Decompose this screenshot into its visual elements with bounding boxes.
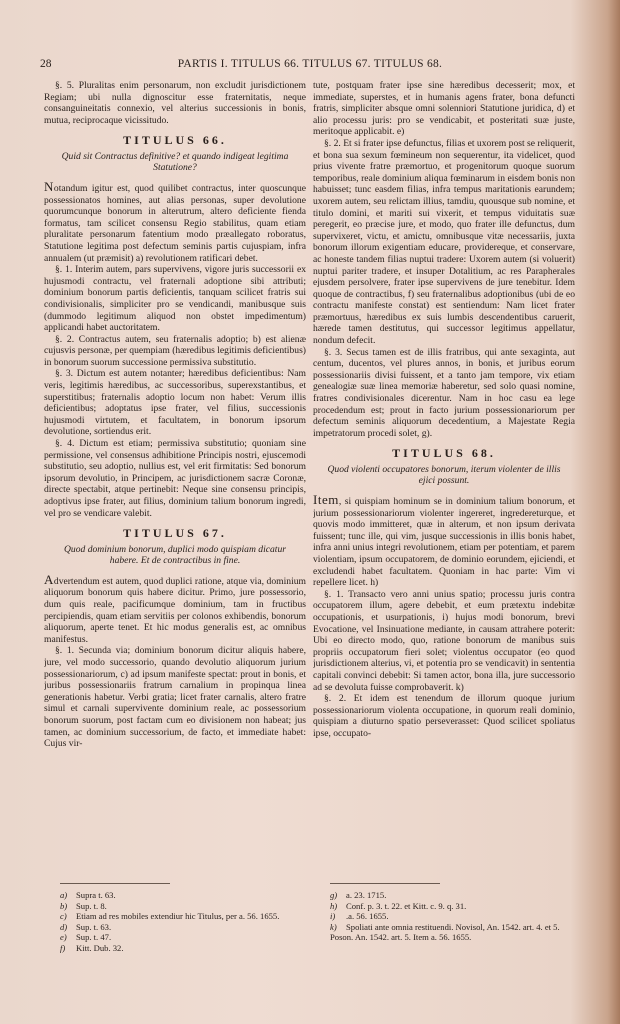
title-67-continuation: tute, postquam frater ipse sine hæredibus decesserit; mox, et immediate, superstes, et in humanis agens frater, bona defuncti fratris, simpliciter absque omni solenniori Statutione juridica, d) et alio processu juris: pro se vendicabit, et posteritati suæ juste, meritoque applicabit. e): [313, 80, 575, 138]
footnote-text: Sup. t. 63.: [76, 921, 112, 932]
running-title: PARTIS I. TITULUS 66. TITULUS 67. TITULUS 68.: [177, 58, 443, 70]
footnote-text: Sup. t. 47.: [76, 932, 112, 943]
footnote-label: b): [60, 900, 68, 911]
footnote: [60, 911, 312, 922]
footnote-text: Kitt. Dub. 32.: [76, 942, 124, 953]
footnote-label: g): [330, 890, 338, 900]
footnote-text: Spoliati ante omnia restituendi. Novisol, An. 1542. art. 4. et 5. Poson. An. 1542. art. 5. Item a. 56. 1655.: [330, 921, 560, 943]
footnote: [330, 901, 582, 912]
footnote: [330, 911, 582, 922]
footnote-text: Conf. p. 3. t. 22. et Kitt. c. 9. q. 31.: [346, 900, 467, 911]
footnote-label: h): [330, 900, 338, 911]
title-68-heading: TITULUS 68.: [392, 446, 496, 461]
footnote-text: a. 23. 1715.: [346, 890, 387, 900]
footnote: [60, 890, 312, 901]
initial-word: Item: [313, 492, 339, 507]
title-67-paragraph-1: [44, 571, 306, 646]
footnote-rule-left: [60, 883, 170, 884]
title-68-paragraph-1: [313, 494, 575, 589]
title-67-paragraph-2: §. 1. Secunda via; dominium bonorum dicitur aliquis habere, jure, vel modo successorio, quando devolutio aliquorum jurium possessionariorum, c) ad ipsum manifeste spectat: prout in bonis, et juribus possessionariis fratrum carnalium in propinqua linea generationis habetur. Verbi gratia; licet frater carnalis, altero fratre simul et carnali supervivente dominium reale, ac possessorium bonorum suorum, post factam cum eo divisionem non habeat; jus tamen, ac dominium successorium, de facto, et immediate habet: Cujus vir-: [44, 645, 306, 750]
paragraph-text: dvertendum est autem, quod duplici ratione, atque via, dominium aliquorum bonorum quis habere dicitur. Primo, jure possessorio, dum quis reale, pacificumque dominium, tam in fructibus percipiendis, quam etiam servitiis per colonos exhibendis, bonorum aliquorum, aperte tenet. Et hic modus generalis est, ac omnibus manifestus.: [44, 575, 306, 645]
title-66-heading: TITULUS 66.: [123, 133, 227, 148]
right-column: [313, 80, 575, 880]
paragraph-text: , si quispiam hominum se in dominium talium bonorum, et jurium possessionariorum violenter ingereret, ingredereturque, et quovis modo immitteret, quæ in alterum, et non ipsum derivata fuissent; tunc ille, qui vim, jusque successionis in illis bonis habet, infra anni unius integri revolutionem, etiam per potentiam, et parem violentiam, ipsum occupatorem, de dominio eorundem, ejiciendi, et excludendi habet facultatem. Quoniam in hac parte: Vim vi repellere licet. h): [313, 496, 575, 589]
left-column: [44, 80, 306, 880]
title-67-subtitle: Quod dominium bonorum, duplici modo quispiam dicatur habere. Et de contractibus in fine.: [64, 543, 286, 566]
footnote-text: Etiam ad res mobiles extendiur hic Titulus, per a. 56. 1655.: [76, 911, 280, 922]
initial-letter: N: [44, 178, 54, 194]
footnotes-right: [330, 890, 582, 943]
title-66-paragraph-5: §. 4. Dictum est etiam; permissiva substitutio; quoniam sine permissione, vel consensus adhibitione Principis nostri, ejuscemodi substitutio, seu adoptio, nullius est, vel erit firmitatis: Sed bonorum ipsorum devolutio, in Principem, ac jurisdictionem sacræ Coronæ, directe spectabit, atque pertinebit: Neque sine consensu principis, adoptivus ipse frater, aut filius, dominium talium bonorum ingredi, vel pro se vendicare valebit.: [44, 438, 306, 519]
footnote-label: e): [60, 932, 67, 943]
footnote-label: c): [60, 911, 67, 922]
footnote-text: .a. 56. 1655.: [346, 911, 389, 922]
footnote-text: Sup. t. 8.: [76, 900, 107, 911]
title-66-subtitle: Quid sit Contractus definitive? et quando indigeat legitima Statutione?: [61, 150, 289, 173]
title-66-paragraph-2: §. 1. Interim autem, pars supervivens, vigore juris successorii ex hujusmodi contractu, vel fraternali adoptione sibi attributi; dominium bonorum partis deficientis, tanquam scilicet fratris sui condivisionalis, simpliciter pro se vendicandi, manibusque suis (dummodo legitimum aliquod non obstet impedimentum) applicandi habet auctoritatem.: [44, 264, 306, 334]
footnote: [60, 932, 312, 943]
initial-letter: A: [44, 571, 54, 587]
footnote-label: i): [330, 911, 336, 922]
running-header: [40, 58, 580, 74]
title-66-paragraph-1: [44, 178, 306, 264]
footnote-label: d): [60, 921, 68, 932]
paragraph-intro: §. 5. Pluralitas enim personarum, non excludit jurisdictionem Regiam; ubi nulla dignoscitur esse fraternitatis, neque consanguineitatis connexio, vel alterius successionis in bonis, mutua, reciprocaque vicissitudo.: [44, 80, 306, 126]
title-66-paragraph-3: §. 2. Contractus autem, seu fraternalis adoptio; b) est alienæ cujusvis personæ, per quempiam (hæredibus legitimis deficientibus) in bonorum suorum successione permissiva substitutio.: [44, 333, 306, 368]
title-68-paragraph-3: §. 2. Et idem est tenendum de illorum quoque jurium possessionariorum violenta occupatione, in quorum reali dominio, quispiam a diuturno spatio perseverasset: Quod scilicet spoliatus ipse, occupato-: [313, 693, 575, 739]
title-66-paragraph-4: §. 3. Dictum est autem notanter; hæredibus deficientibus: Nam veris, legitimis hæredibus, ac successoribus, superexstantibus, et superstitibus; fraternalis adoptio locum non habet: Verum illis deficientibus; adoptatus ipse frater, vel filius, successionis hujusmodi virtutem, et facultatem, in bonorum ipsorum devolutione, sortiendus erit.: [44, 368, 306, 438]
paragraph-text: otandum igitur est, quod quilibet contractus, inter quoscunque possessionatos homines, aut alias personas, super devolutione quorumcunque bonorum in alterutrum, altero deficiente fienda formatus, tam scilicet consensu Regio stabilitus, quam etiam pluralitate personarum fatentium modo præallegato roboratus, Statutione legitima post defectum seminis partis cujuspiam, infra annualem (ut præmisit) a) revolutionem ratificari debet.: [44, 182, 306, 264]
footnote-label: a): [60, 890, 68, 900]
title-67-paragraph-3: §. 2. Et si frater ipse defunctus, filias et uxorem post se reliquerit, et bona sua sexum fœmineum non sequerentur, ita videlicet, quod prius vivente fratre præmortuo, et progenitorum quoque suorum temporibus, reale dominium aliqua fœminarum in eisdem bonis non habuisset; tunc easdem filias, infra tempus maritationis earundem; uxorem autem, seu relictam illius, tamdiu, quousque sub nomine, et titulo domini, et mariti sui vixerit, et tempus viduitatis suæ peregerit, eo præcise jure, et modo, quo frater ille defunctus, dum supervixeret, victu, et amictu, omnibusque vitæ necessariis, juxta bonorum illorum exigentiam educare, providereque, et conservare, ac honeste tandem filias nuptui tradere: Uxorem autem (si voluerit) nuptui pariter tradere, et insuper Dotalitium, ac res Parapherales ejusdem persolvere, frater ipse supervivens de jure tenebitur. Idem quoque de contractibus, f) seu fraternalibus adoptionibus (ubi de eo contractu manifeste constat) est sentiendum: Nam licet frater præmortuus, hæredibus ex suis lumbis descendentibus caruerit, hærede tamen destitutus, qui successor legitimus appellatur, nondum defecit.: [313, 137, 575, 347]
footnote-text: Supra t. 63.: [76, 890, 116, 900]
title-67-heading: TITULUS 67.: [123, 526, 227, 541]
footnote-label: k): [330, 921, 337, 932]
footnote: [60, 901, 312, 912]
footnote: [330, 922, 582, 943]
title-68-subtitle: Quod violenti occupatores bonorum, iterum violenter de illis ejici possunt.: [327, 464, 561, 486]
footnote-label: f): [60, 942, 66, 953]
footnote: [330, 890, 582, 901]
footnote: [60, 943, 312, 954]
page-number: 28: [40, 58, 52, 70]
title-68-paragraph-2: §. 1. Transacto vero anni unius spatio; processu juris contra occupatorem illum, agere debebit, et eum prætextu indebitæ occupationis, et usurpationis, i) hujus modi bonorum, brevi Evocatione, vel Insinuatione mediante, in causam attrahere poterit: Ubi eo directo modo, quo, ratione bonorum de manibus suis propriis occupatorum fieri solet; violentus occupator (eo quod jurisdictionem alterius, vi, et potentia pro se vendicavit) in sententia capitali convinci debebit: Si tamen actor, bona illa, jure successorio ad se devoluta fuisse comprobaverit. k): [313, 588, 575, 693]
title-67-paragraph-4: §. 3. Secus tamen est de illis fratribus, qui ante sexaginta, aut centum, ducentos, vel plures annos, in bonis, et juribus eorum possessionariis divisi fuissent, et a tanto jam tempore, vix etiam genealogiæ suæ linea memoriæ haberetur, sed solo quasi nomine, fratres condivisionales dicerentur. Nam in hoc casu ea lege procedendum est; prout in facto jurium possessionariorum per defectum seminis aliquorum decedentium, a Majestate Regia impetratorum procedi solet, g).: [313, 346, 575, 439]
footnotes-left: [60, 890, 312, 954]
footnote-rule-right: [330, 883, 440, 884]
footnote: [60, 922, 312, 933]
